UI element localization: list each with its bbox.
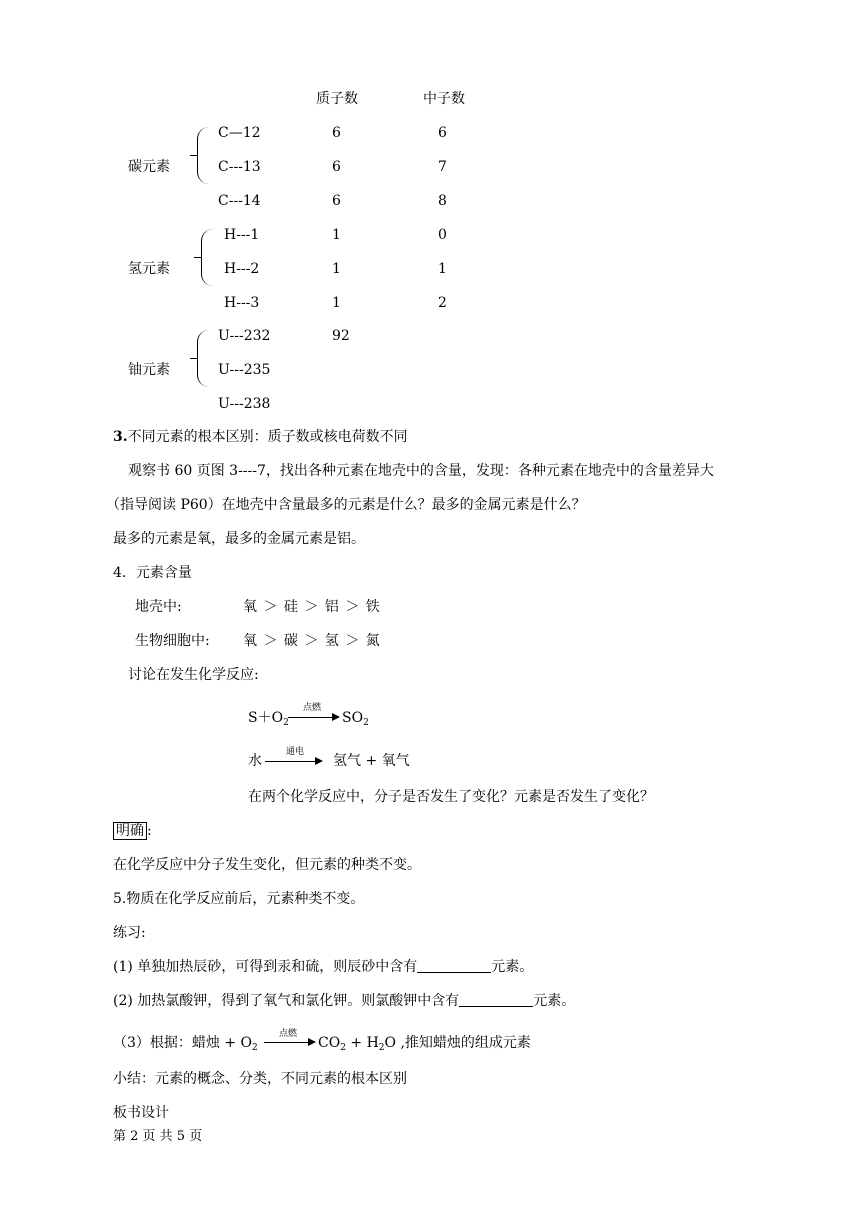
practice-q3-o2-sub: 2 — [252, 1043, 258, 1053]
protons-u232: 92 — [332, 328, 350, 344]
isotope-h3: H---3 — [224, 295, 260, 311]
practice-q3-condition: 点燃 — [279, 1029, 298, 1039]
practice-q1-blank[interactable] — [417, 958, 491, 973]
protons-c12: 6 — [332, 125, 341, 141]
protons-c13: 6 — [332, 159, 341, 175]
practice-q3-text: （3）根据：蜡烛 + O — [113, 1035, 253, 1051]
practice-q3-arrow-line — [264, 1042, 310, 1043]
section3-observe: 观察书 60 页图 3----7，找出各种元素在地壳中的含量，发现：各种元素在地壳中的含量差异大 — [128, 463, 714, 479]
practice-q3-left — [113, 1034, 258, 1057]
section3-heading — [113, 428, 408, 446]
section3-title: 不同元素的根本区别：质子数或核电荷数不同 — [127, 429, 408, 445]
section4-title: 4．元素含量 — [113, 565, 192, 581]
practice-q3-right — [318, 1034, 531, 1057]
isotope-c13: C---13 — [218, 159, 261, 175]
protons-h2: 1 — [332, 261, 341, 277]
isotope-c14: C---14 — [218, 193, 261, 209]
isotope-h1: H---1 — [224, 227, 260, 243]
brace-hydrogen — [201, 229, 214, 286]
reaction1-left — [248, 709, 289, 732]
page-footer: 第 2 页 共 5 页 — [113, 1129, 203, 1144]
cell-label: 生物细胞中: — [135, 633, 210, 649]
brace-uranium — [197, 330, 210, 387]
section3-answer: 最多的元素是氧，最多的金属元素是铝。 — [113, 531, 365, 547]
brace-tip-uranium — [190, 358, 198, 359]
practice-q2 — [113, 992, 575, 1010]
protons-h1: 1 — [332, 227, 341, 243]
protons-c14: 6 — [332, 193, 341, 209]
group-label-carbon: 碳元素 — [128, 159, 170, 175]
protons-h3: 1 — [332, 295, 341, 311]
section5-text: 5.物质在化学反应前后，元素种类不变。 — [113, 891, 365, 907]
reaction1-product — [342, 709, 369, 732]
reaction2-products: 氢气 + 氧气 — [333, 753, 410, 769]
header-neutrons: 中子数 — [423, 91, 465, 107]
isotope-u235: U---235 — [218, 362, 271, 378]
reaction2-condition: 通电 — [286, 747, 305, 757]
group-label-uranium: 铀元素 — [128, 362, 170, 378]
reaction2-arrow-line — [265, 761, 317, 762]
neutrons-h1: 0 — [438, 227, 447, 243]
practice-q1-suffix: 元素。 — [491, 959, 534, 975]
summary-text: 小结：元素的概念、分类，不同元素的根本区别 — [113, 1071, 407, 1087]
question-change: 在两个化学反应中，分子是否发生了变化？元素是否发生了变化？ — [248, 789, 654, 805]
section3-number: 3. — [113, 429, 128, 445]
brace-tip-hydrogen — [194, 257, 202, 258]
practice-q2-text: (2) 加热氯酸钾，得到了氧气和氯化钾。则氯酸钾中含有 — [113, 993, 460, 1009]
cell-order: 氧 ＞ 碳 ＞ 氢 ＞ 氮 — [243, 633, 380, 649]
practice-q1 — [113, 958, 533, 976]
neutrons-h2: 1 — [438, 261, 447, 277]
header-protons: 质子数 — [316, 91, 358, 107]
crust-order: 氧 ＞ 硅 ＞ 铝 ＞ 铁 — [243, 599, 380, 615]
board-design: 板书设计 — [113, 1105, 169, 1121]
isotope-u238: U---238 — [218, 396, 271, 412]
reaction1-arrow-head-icon — [332, 713, 340, 721]
brace-carbon — [197, 127, 210, 184]
reaction1-arrow-line — [288, 717, 334, 718]
clarify-label: 明确 — [113, 822, 147, 840]
isotope-h2: H---2 — [224, 261, 260, 277]
practice-q2-blank[interactable] — [459, 992, 533, 1007]
practice-q3-plus: + H — [345, 1035, 379, 1051]
practice-q3-arrow-head-icon — [308, 1038, 316, 1046]
neutrons-c13: 7 — [438, 159, 447, 175]
brace-tip-carbon — [190, 155, 198, 156]
crust-label: 地壳中: — [135, 599, 182, 615]
reaction2-arrow-head-icon — [315, 757, 323, 765]
reaction1-reactants: S＋O — [248, 710, 284, 726]
isotope-u232: U---232 — [218, 328, 271, 344]
reaction2-left: 水 — [248, 753, 262, 769]
clarify-text: 在化学反应中分子发生变化，但元素的种类不变。 — [113, 857, 421, 873]
reaction1-so2: SO — [342, 710, 364, 726]
reaction1-so2-sub: 2 — [363, 718, 369, 728]
clarify-colon: : — [147, 823, 152, 839]
practice-q3-suffix: O ,推知蜡烛的组成元素 — [384, 1035, 531, 1051]
neutrons-c12: 6 — [438, 125, 447, 141]
practice-q3-co2: CO — [318, 1035, 341, 1051]
practice-q2-suffix: 元素。 — [533, 993, 576, 1009]
isotope-c12: C—12 — [218, 125, 261, 141]
practice-q1-text: (1) 单独加热辰砂，可得到汞和硫，则辰砂中含有 — [113, 959, 418, 975]
practice-q3-co2-sub: 2 — [340, 1043, 346, 1053]
neutrons-c14: 8 — [438, 193, 447, 209]
reaction1-o2-sub: 2 — [283, 718, 289, 728]
clarify-heading — [113, 822, 152, 840]
reaction1-condition: 点燃 — [303, 703, 322, 713]
section3-question: （指导阅读 P60）在地壳中含量最多的元素是什么？最多的金属元素是什么？ — [106, 497, 586, 513]
neutrons-h3: 2 — [438, 295, 447, 311]
group-label-hydrogen: 氢元素 — [128, 261, 170, 277]
practice-q3-h2o-sub: 2 — [378, 1043, 385, 1053]
discuss-text: 讨论在发生化学反应: — [128, 667, 259, 683]
practice-title: 练习: — [113, 925, 146, 941]
